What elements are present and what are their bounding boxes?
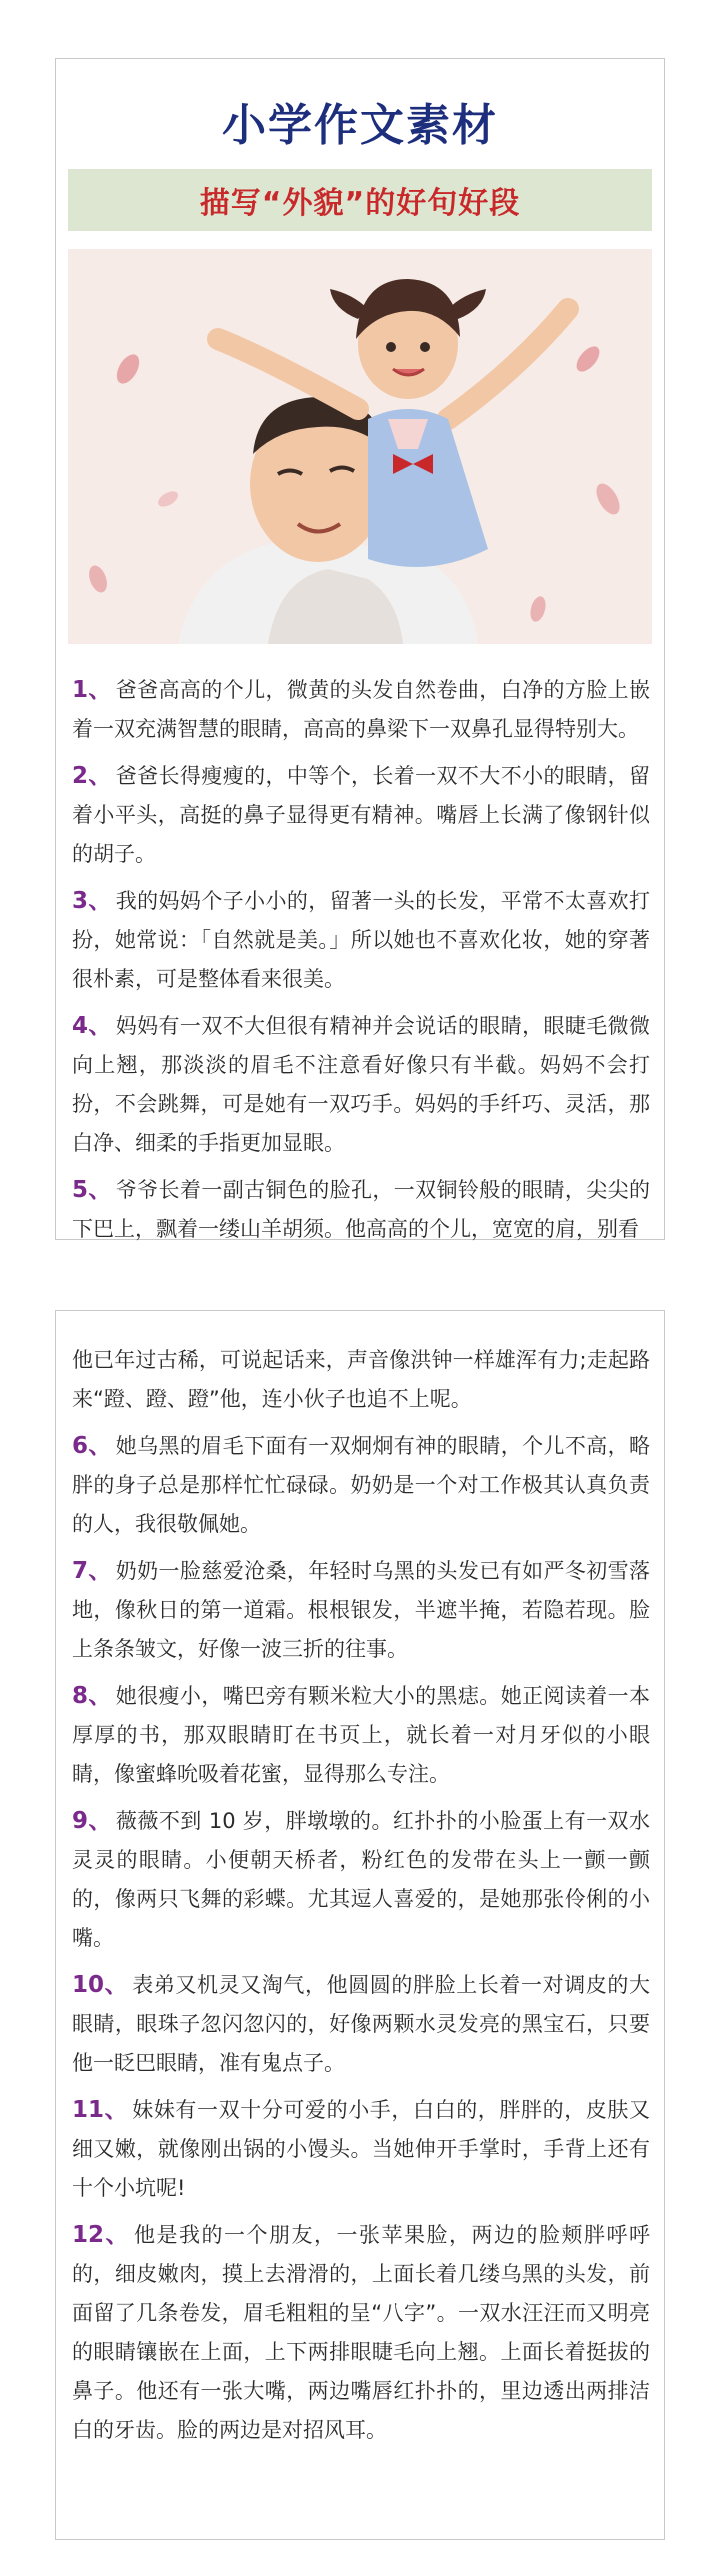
item-text: 薇薇不到 10 岁，胖墩墩的。红扑扑的小脸蛋上有一双水灵灵的眼睛。小便朝天桥者，粉红色的发带在头上一颤一颤的，像两只飞舞的彩蝶。尤其逗人喜爱的，是她那张伶俐的小嘴。 — [72, 1809, 650, 1950]
father-daughter-illustration — [68, 249, 652, 644]
item-text: 爸爸高高的个儿，微黄的头发自然卷曲，白净的方脸上嵌着一双充满智慧的眼睛，高高的鼻梁下一双鼻孔显得特别大。 — [72, 678, 650, 741]
item-text: 她很瘦小，嘴巴旁有颗米粒大小的黑痣。她正阅读着一本厚厚的书，那双眼睛盯在书页上，就长着一对月牙似的小眼睛，像蜜蜂吮吸着花蜜，显得那么专注。 — [72, 1684, 650, 1786]
item-number: 1、 — [72, 677, 112, 703]
list-item — [72, 2216, 650, 2450]
item-text: 妹妹有一双十分可爱的小手，白白的，胖胖的，皮肤又细又嫩，就像刚出锅的小馒头。当她伸开手掌时，手背上还有十个小坑呢! — [72, 2098, 651, 2200]
item-number: 10、 — [72, 1972, 129, 1998]
item-number: 11、 — [72, 2097, 129, 2123]
item-number: 12、 — [72, 2222, 131, 2248]
list-item — [72, 1966, 650, 2083]
item-number: 2、 — [72, 763, 112, 789]
item-number: 9、 — [72, 1808, 112, 1834]
list-item — [72, 671, 650, 749]
list-item — [72, 1552, 650, 1669]
section-1-text — [72, 671, 650, 1257]
item-number: 3、 — [72, 888, 112, 914]
list-item — [72, 882, 650, 999]
item-text: 我的妈妈个子小小的，留著一头的长发，平常不太喜欢打扮，她常说：「自然就是美。」所以她也不喜欢化妆，她的穿著很朴素，可是整体看来很美。 — [72, 889, 650, 991]
article-card-bottom — [55, 1310, 665, 2540]
list-item — [72, 1171, 650, 1249]
item-text: 她乌黑的眉毛下面有一双炯炯有神的眼睛，个儿不高，略胖的身子总是那样忙忙碌碌。奶奶是一个对工作极其认真负责的人，我很敬佩她。 — [72, 1434, 650, 1536]
list-item — [72, 1677, 650, 1794]
item-number: 4、 — [72, 1013, 112, 1039]
article-card-top — [55, 58, 665, 1240]
section-2-text — [72, 1341, 650, 2458]
item-text: 他是我的一个朋友，一张苹果脸，两边的脸颊胖呼呼的，细皮嫩肉，摸上去滑滑的，上面长着几缕乌黑的头发，前面留了几条卷发，眉毛粗粗的呈“八字”。一双水汪汪而又明亮的眼睛镶嵌在上面，上下两排眼睫毛向上翘。上面长着挺拔的鼻子。他还有一张大嘴，两边嘴唇红扑扑的，里边透出两排洁白的牙齿。脸的两边是对招风耳。 — [72, 2223, 650, 2442]
continuation-text: 他已年过古稀，可说起话来，声音像洪钟一样雄浑有力;走起路来“蹬、蹬、蹬”他，连小伙子也追不上呢。 — [72, 1348, 650, 1411]
page-subtitle: 描写“外貌”的好句好段 — [199, 186, 521, 221]
item-number: 7、 — [72, 1558, 112, 1584]
item-text: 爸爸长得瘦瘦的，中等个，长着一双不大不小的眼睛，留着小平头，高挺的鼻子显得更有精神。嘴唇上长满了像钢针似的胡子。 — [72, 764, 650, 866]
list-item — [72, 1427, 650, 1544]
list-item — [72, 757, 650, 874]
item-number: 8、 — [72, 1683, 112, 1709]
list-item — [72, 2091, 650, 2208]
subtitle-band — [68, 169, 652, 231]
item-text: 表弟又机灵又淘气，他圆圆的胖脸上长着一对调皮的大眼睛，眼珠子忽闪忽闪的，好像两颗水灵发亮的黑宝石，只要他一眨巴眼睛，准有鬼点子。 — [72, 1973, 651, 2075]
page-title: 小学作文素材 — [222, 100, 498, 151]
item-text: 妈妈有一双不大但很有精神并会说话的眼睛，眼睫毛微微向上翘，那淡淡的眉毛不注意看好像只有半截。妈妈不会打扮，不会跳舞，可是她有一双巧手。妈妈的手纤巧、灵活，那白净、细柔的手指更加显眼。 — [72, 1014, 650, 1155]
item-number: 5、 — [72, 1177, 112, 1203]
item-number: 6、 — [72, 1433, 112, 1459]
item-text: 爷爷长着一副古铜色的脸孔，一双铜铃般的眼睛，尖尖的下巴上，飘着一缕山羊胡须。他高高的个儿，宽宽的肩，别看 — [72, 1178, 650, 1241]
list-item — [72, 1007, 650, 1163]
list-item — [72, 1802, 650, 1958]
item-text: 奶奶一脸慈爱沧桑，年轻时乌黑的头发已有如严冬初雪落地，像秋日的第一道霜。根根银发，半遮半掩，若隐若现。脸上条条皱文，好像一波三折的往事。 — [72, 1559, 650, 1661]
